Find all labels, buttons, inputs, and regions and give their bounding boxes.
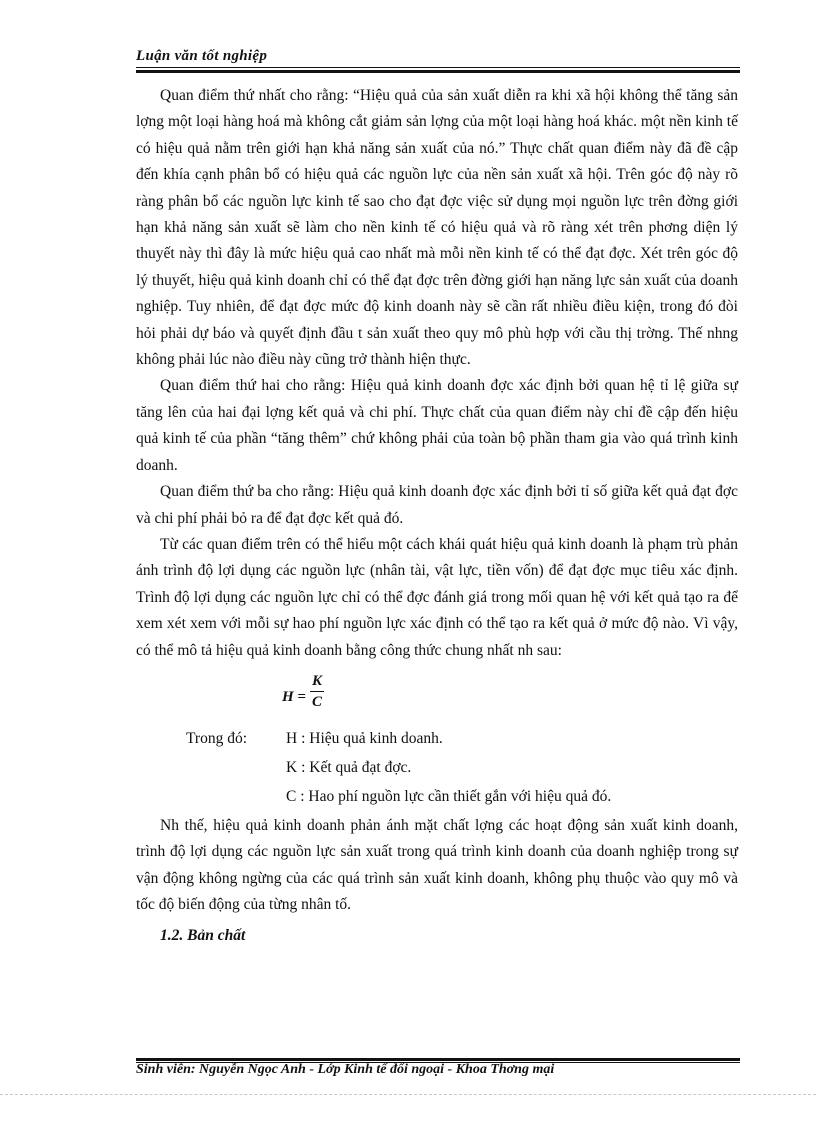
closing-paragraph: Nh thế, hiệu quả kinh doanh phản ánh mặt chất lợng các hoạt động sản xuất kinh doanh, trình độ lợi dụng các nguồn lực sản xuất trong quá trình kinh doanh của doanh nghiệp trong sự vận động không ngừng của các quá trình sản xuất kinh doanh, không phụ thuộc vào quy mô và tốc độ biến động của từng nhân tố. [136, 816, 738, 914]
definitions-list [136, 724, 738, 811]
document-body [136, 83, 738, 949]
formula-numerator: K [311, 672, 322, 689]
running-header: Luận văn tốt nghiệp [136, 48, 268, 64]
page-edge-divider [0, 1094, 816, 1095]
paragraph-3: Quan điểm thứ ba cho rằng: Hiệu quả kinh doanh đợc xác định bởi tỉ số giữa kết quả đạt đợc và chi phí phải bỏ ra để đạt đợc kết quả đó. [136, 483, 738, 527]
header-rule-thin [136, 67, 740, 68]
definition-c: C : Hao phí nguồn lực cần thiết gắn với hiệu quả đó. [286, 787, 612, 805]
fraction-bar [310, 691, 324, 692]
section-heading: 1.2. Bản chất [160, 926, 246, 944]
paragraph-1: Quan điểm thứ nhất cho rằng: “Hiệu quả của sản xuất diễn ra khi xã hội không thể tăng sản lợng một loại hàng hoá mà không cắt giảm sản lợng của một loại hàng hoá khác. một nền kinh tế có hiệu quả nằm trên giới hạn khả năng sản xuất của nó.” Thực chất quan điểm này đã đề cập đến khía cạnh phân bổ có hiệu quả các nguồn lực của nền sản xuất xã hội. Trên góc độ này rõ ràng phân bổ các nguồn lực kinh tế sao cho đạt đợc việc sử dụng mọi nguồn lực trên đờng giới hạn khả năng sản xuất sẽ làm cho nền kinh tế có hiệu quả và rõ ràng xét trên phơng diện lý thuyết này thì đây là mức hiệu quả cao nhất mà mỗi nền kinh tế có thể đạt đợc. Xét trên góc độ lý thuyết, hiệu quả kinh doanh chỉ có thể đạt đợc trên đờng giới hạn năng lực sản xuất của doanh nghiệp. Tuy nhiên, để đạt đợc mức độ kinh doanh này sẽ cần rất nhiều điều kiện, trong đó đòi hỏi phải dự báo và quyết định đầu t sản xuất theo quy mô phù hợp với cầu thị trờng. Thế nhng không phải lúc nào điều này cũng trở thành hiện thực. [136, 87, 738, 369]
formula-denominator: C [311, 693, 322, 710]
definition-h: H : Hiệu quả kinh doanh. [286, 729, 443, 747]
definition-k: K : Kết quả đạt đợc. [286, 758, 412, 776]
definitions-label: Trong đó: [186, 729, 248, 747]
running-footer: Sinh viên: Nguyễn Ngọc Anh - Lớp Kinh tế đối ngoại - Khoa Thơng mại [136, 1062, 555, 1077]
efficiency-formula [282, 672, 738, 716]
paragraph-4: Từ các quan điểm trên có thể hiểu một cách khái quát hiệu quả kinh doanh là phạm trù phản ánh trình độ lợi dụng các nguồn lực (nhân tài, vật lực, tiền vốn) để đạt đợc mục tiêu xác định. Trình độ lợi dụng các nguồn lực chỉ có thể đợc đánh giá trong mối quan hệ với kết quả tạo ra để xem xét xem với mỗi sự hao phí nguồn lực xác định có thể tạo ra kết quả ở mức độ nào. Vì vậy, có thể mô tả hiệu quả kinh doanh bằng công thức chung nhất nh sau: [136, 535, 738, 659]
footer-rule-thick [136, 1058, 740, 1061]
formula-lhs: H = [282, 688, 306, 705]
header-rule-thick [136, 70, 740, 73]
paragraph-2: Quan điểm thứ hai cho rằng: Hiệu quả kinh doanh đợc xác định bởi quan hệ tỉ lệ giữa sự tăng lên của hai đại lợng kết quả và chi phí. Thực chất của quan điểm này chỉ đề cập đến hiệu quả kinh tế của phần “tăng thêm” chứ không phải của toàn bộ phần tham gia vào quá trình kinh doanh. [136, 377, 738, 474]
formula-fraction [310, 672, 324, 711]
